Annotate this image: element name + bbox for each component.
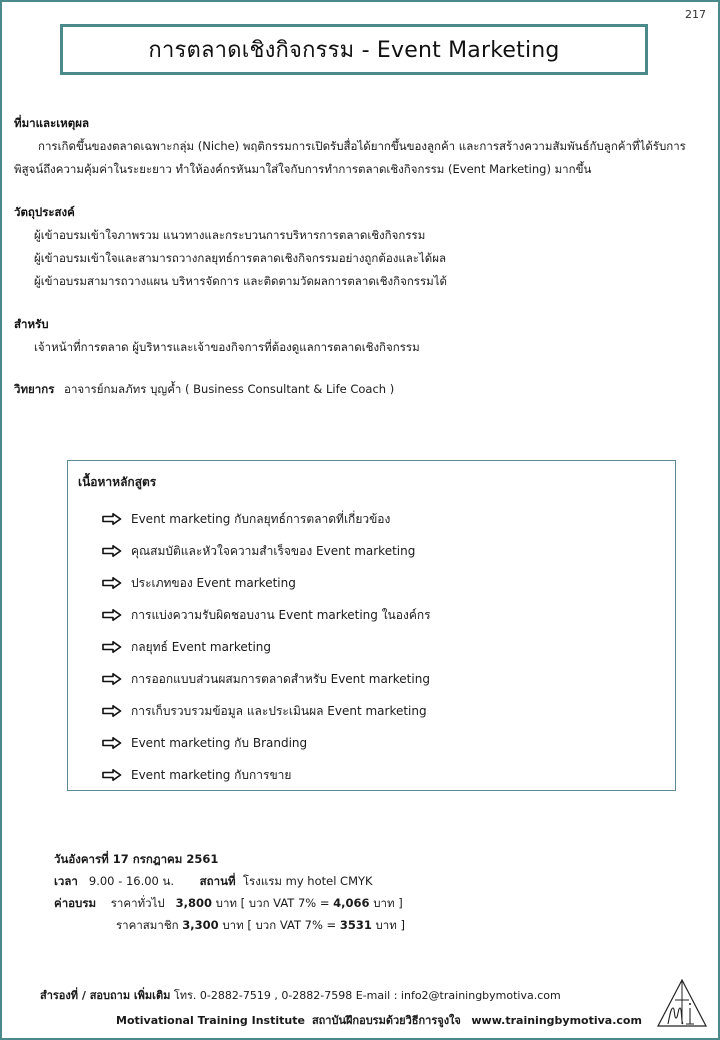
course-content-text: Event marketing กับการขาย [131, 767, 292, 782]
member-price: 3,300 [182, 918, 219, 932]
course-content-heading: เนื้อหาหลักสูตร [78, 475, 157, 489]
general-price: 3,800 [175, 896, 213, 910]
course-content-text: คุณสมบัติและหัวใจความสำเร็จของ Event marketing [131, 543, 416, 558]
course-date: วันอังคารที่ 17 กรกฎาคม 2561 [54, 852, 219, 866]
course-content-item [102, 759, 431, 791]
right-arrow-outline-icon [102, 641, 122, 653]
objectives-heading: วัตถุประสงค์ [14, 205, 75, 219]
page-number: 217 [685, 8, 706, 21]
member-fee-row [54, 914, 405, 936]
mti-logo [656, 978, 708, 1028]
contact-label: สำรองที่ / สอบถาม เพิ่มเติม [40, 989, 171, 1002]
member-price-label: ราคาสมาชิก [116, 918, 179, 932]
audience-section [14, 313, 420, 359]
instructor-label: วิทยากร [14, 382, 55, 396]
contact-text[interactable]: โทร. 0-2882-7519 , 0-2882-7598 E-mail : info2@trainingbymotiva.com [173, 989, 561, 1002]
footer-contact [40, 986, 561, 1004]
time-value: 9.00 - 16.00 น. [88, 874, 175, 888]
course-content-item [102, 567, 431, 599]
institute-name: Motivational Training Institute [116, 1014, 305, 1027]
course-content-text: Event marketing กับ Branding [131, 735, 308, 750]
course-content-box [67, 460, 676, 791]
footer-institute [116, 1011, 642, 1029]
institute-thai-name: สถาบันฝึกอบรมด้วยวิธีการจูงใจ [311, 1014, 461, 1027]
objective-item: ผู้เข้าอบรมเข้าใจภาพรวม แนวทางและกระบวนการบริหารการตลาดเชิงกิจกรรม [34, 228, 426, 242]
course-content-item [102, 727, 431, 759]
course-content-item [102, 663, 431, 695]
course-content-text: ประเภทของ Event marketing [131, 575, 296, 590]
course-content-text: การแบ่งความรับผิดชอบงาน Event marketing ในองค์กร [131, 607, 431, 622]
course-content-item [102, 535, 431, 567]
background-paragraph: การเกิดขึ้นของตลาดเฉพาะกลุ่ม (Niche) พฤติกรรมการเปิดรับสื่อได้ยากขึ้นของลูกค้า และการสร้างความสัมพันธ์กับลูกค้าที่ได้รับการพิสูจน์ถึงความคุ้มค่าในระยะยาว ทำให้องค์กรหันมาใส่ใจกับการทำการตลาดเชิงกิจกรรม (Event Marketing) มากขึ้น [14, 139, 686, 176]
right-arrow-outline-icon [102, 705, 122, 717]
instructor-line [14, 378, 394, 401]
right-arrow-outline-icon [102, 673, 122, 685]
right-arrow-outline-icon [102, 769, 122, 781]
instructor-name: อาจารย์กมลภัทร บุญค้ำ ( Business Consultant & Life Coach ) [64, 382, 395, 396]
time-label: เวลา [54, 874, 78, 888]
audience-text: เจ้าหน้าที่การตลาด ผู้บริหารและเจ้าของกิจการที่ต้องดูแลการตลาดเชิงกิจกรรม [34, 340, 420, 354]
title-box [60, 24, 648, 75]
fee-label: ค่าอบรม [54, 896, 97, 910]
course-content-item [102, 599, 431, 631]
course-content-text: การออกแบบส่วนผสมการตลาดสำหรับ Event marketing [131, 671, 430, 686]
course-content-text: การเก็บรวบรวมข้อมูล และประเมินผล Event marketing [131, 703, 427, 718]
website-link[interactable]: www.trainingbymotiva.com [471, 1014, 642, 1027]
objectives-section [14, 201, 447, 293]
member-price-unit: บาท ] [375, 918, 405, 932]
venue-label: สถานที่ [199, 874, 236, 888]
course-content-item [102, 631, 431, 663]
background-section [14, 112, 704, 181]
general-fee-row [54, 892, 405, 914]
member-price-vat-text: บาท [ บวก VAT 7% = [222, 918, 340, 932]
page-title: การตลาดเชิงกิจกรรม - Event Marketing [148, 38, 560, 63]
right-arrow-outline-icon [102, 609, 122, 621]
course-content-text: กลยุทธ์ Event marketing [131, 639, 272, 654]
background-heading: ที่มาและเหตุผล [14, 116, 90, 130]
course-content-item [102, 503, 431, 535]
general-price-unit: บาท ] [373, 896, 403, 910]
course-content-list [102, 503, 431, 791]
audience-heading: สำหรับ [14, 317, 49, 331]
course-content-text: Event marketing กับกลยุทธ์การตลาดที่เกี่ยวข้อง [131, 511, 391, 526]
objective-item: ผู้เข้าอบรมสามารถวางแผน บริหารจัดการ และติดตามวัดผลการตลาดเชิงกิจกรรมได้ [34, 274, 447, 288]
mti-logo-icon [656, 978, 708, 1028]
schedule-block [54, 848, 405, 936]
right-arrow-outline-icon [102, 577, 122, 589]
member-vat-price: 3531 [339, 918, 372, 932]
course-content-item [102, 695, 431, 727]
right-arrow-outline-icon [102, 545, 122, 557]
venue-value: โรงแรม my hotel CMYK [242, 874, 373, 888]
right-arrow-outline-icon [102, 737, 122, 749]
general-price-vat-text: บาท [ บวก VAT 7% = [215, 896, 334, 910]
time-venue-row [54, 870, 405, 892]
right-arrow-outline-icon [102, 513, 122, 525]
general-vat-price: 4,066 [333, 896, 370, 910]
objective-item: ผู้เข้าอบรมเข้าใจและสามารถวางกลยุทธ์การตลาดเชิงกิจกรรมอย่างถูกต้องและได้ผล [34, 251, 447, 265]
general-price-label: ราคาทั่วไป [110, 896, 165, 910]
objectives-list [14, 224, 447, 293]
